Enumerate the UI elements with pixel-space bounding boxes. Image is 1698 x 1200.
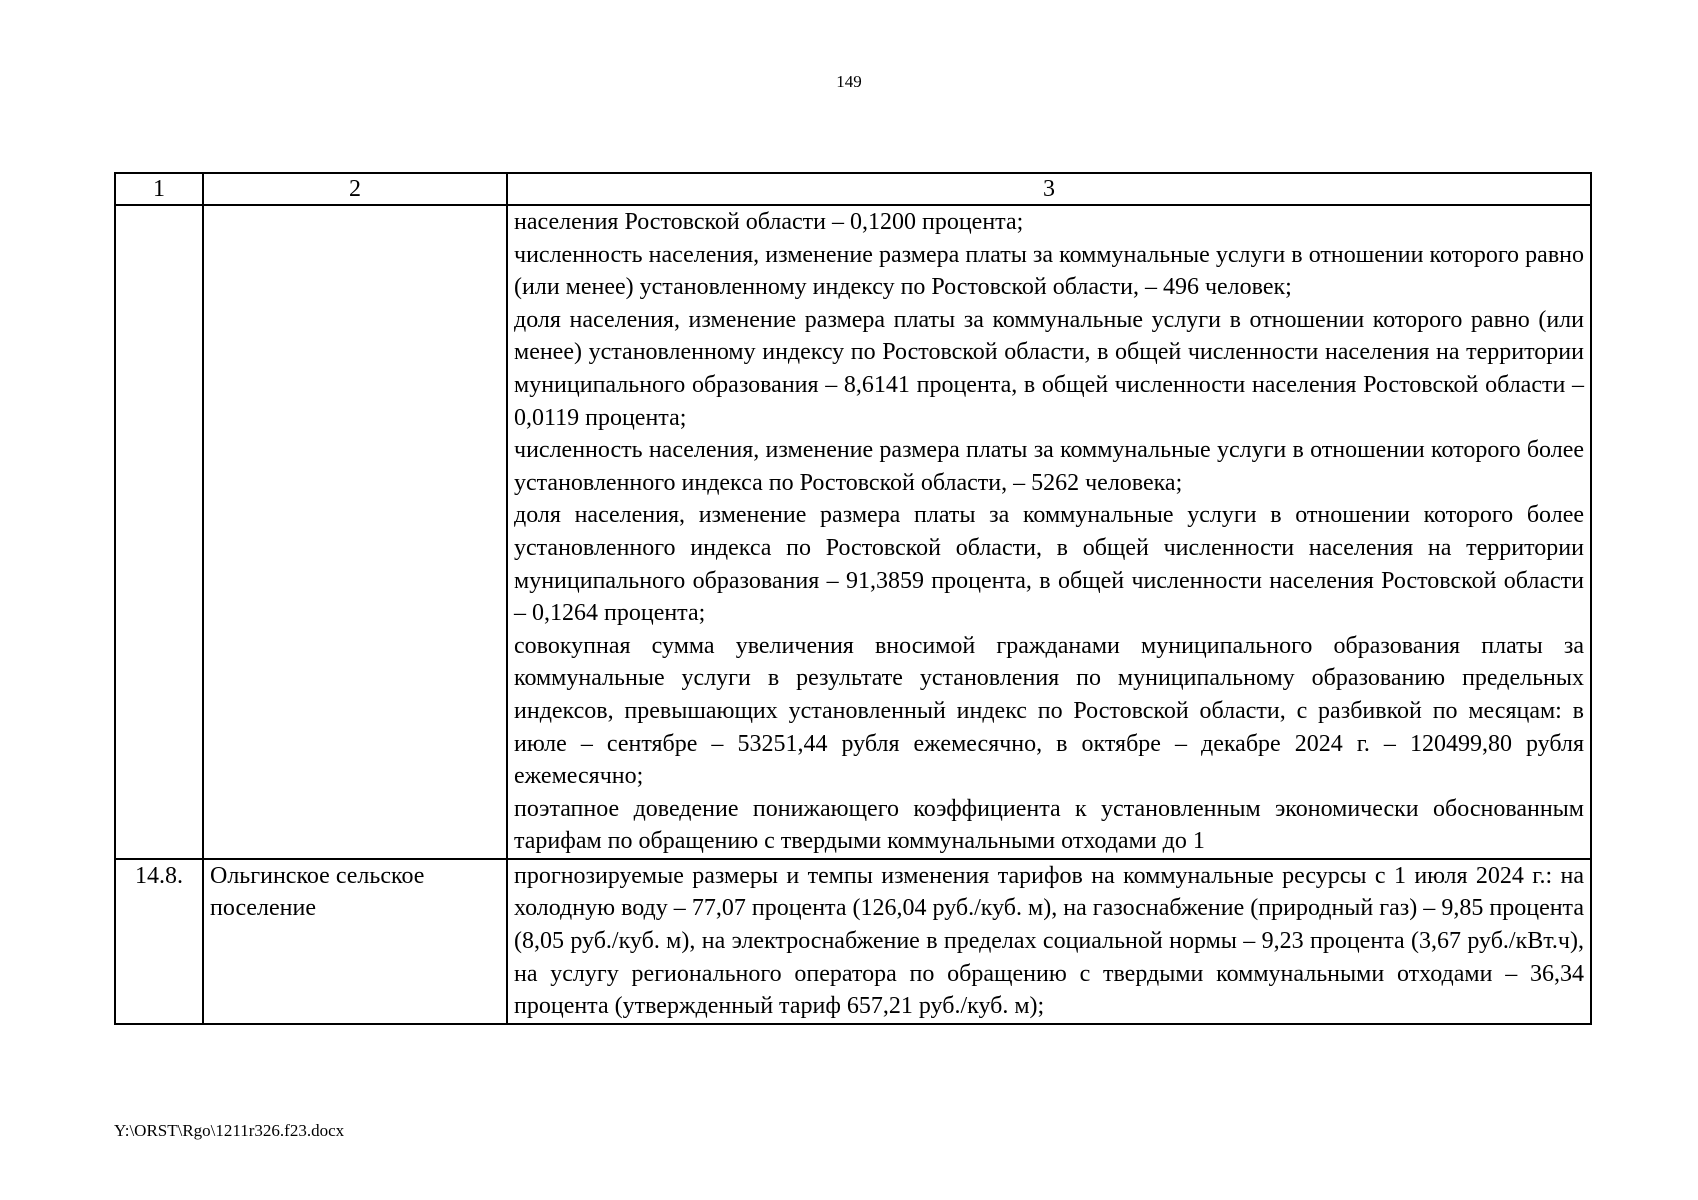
content-table	[114, 172, 1592, 1025]
paragraph: численность населения, изменение размера платы за коммунальные услуги в отношении которого более установленного индекса по Ростовской области, – 5262 человека;	[514, 437, 1584, 496]
table-header-row	[115, 173, 1591, 205]
row-number-cell: 14.8.	[115, 859, 203, 1024]
table-row	[115, 859, 1591, 1024]
column-header-1: 1	[115, 173, 203, 205]
table-row	[115, 205, 1591, 859]
file-path-footer: Y:\ORST\Rgo\1211r326.f23.docx	[114, 1121, 345, 1140]
paragraph: доля населения, изменение размера платы за коммунальные услуги в отношении которого более установленного индекса по Ростовской области, в общей численности населения на территории муниципального образования – 91,3859 процента, в общей численности населения Ростовской области – 0,1264 процента;	[514, 502, 1584, 627]
paragraph: прогнозируемые размеры и темпы изменения тарифов на коммунальные ресурсы с 1 июля 2024 г.: на холодную воду – 77,07 процента (126,04 руб./куб. м), на газоснабжение (природный газ) – 9,85 процента (8,05 руб./куб. м), на электроснабжение в пределах социальной нормы – 9,23 процента (3,67 руб./кВт.ч), на услугу регионального оператора по обращению с твердыми коммунальными отходами – 36,34 процента (утвержденный тариф 657,21 руб./куб. м);	[514, 862, 1584, 1020]
page-number: 149	[836, 72, 862, 91]
description-cell	[507, 859, 1591, 1024]
municipality-name-cell	[203, 205, 507, 859]
paragraph: населения Ростовской области – 0,1200 процента;	[514, 209, 1024, 235]
row-number-cell	[115, 205, 203, 859]
column-header-2: 2	[203, 173, 507, 205]
paragraph: доля населения, изменение размера платы за коммунальные услуги в отношении которого равно (или менее) установленному индексу по Ростовской области, в общей численности населения на территории муниципального образования – 8,6141 процента, в общей численности населения Ростовской области – 0,0119 процента;	[514, 306, 1584, 431]
paragraph: численность населения, изменение размера платы за коммунальные услуги в отношении которого равно (или менее) установленному индексу по Ростовской области, – 496 человек;	[514, 241, 1584, 301]
paragraph: совокупная сумма увеличения вносимой гражданами муниципального образования платы за коммунальные услуги в результате установления по муниципальному образованию предельных индексов, превышающих установленный индекс по Ростовской области, с разбивкой по месяцам: в июле – сентябре – 53251,44 рубля ежемесячно, в октябре – декабре 2024 г. – 120499,80 рубля ежемесячно;	[514, 632, 1584, 790]
description-cell	[507, 205, 1591, 859]
column-header-3: 3	[507, 173, 1591, 205]
municipality-name-cell: Ольгинское сельское поселение	[203, 859, 507, 1024]
paragraph: поэтапное доведение понижающего коэффициента к установленным экономически обоснованным тарифам по обращению с твердыми коммунальными отходами до 1	[514, 795, 1584, 855]
